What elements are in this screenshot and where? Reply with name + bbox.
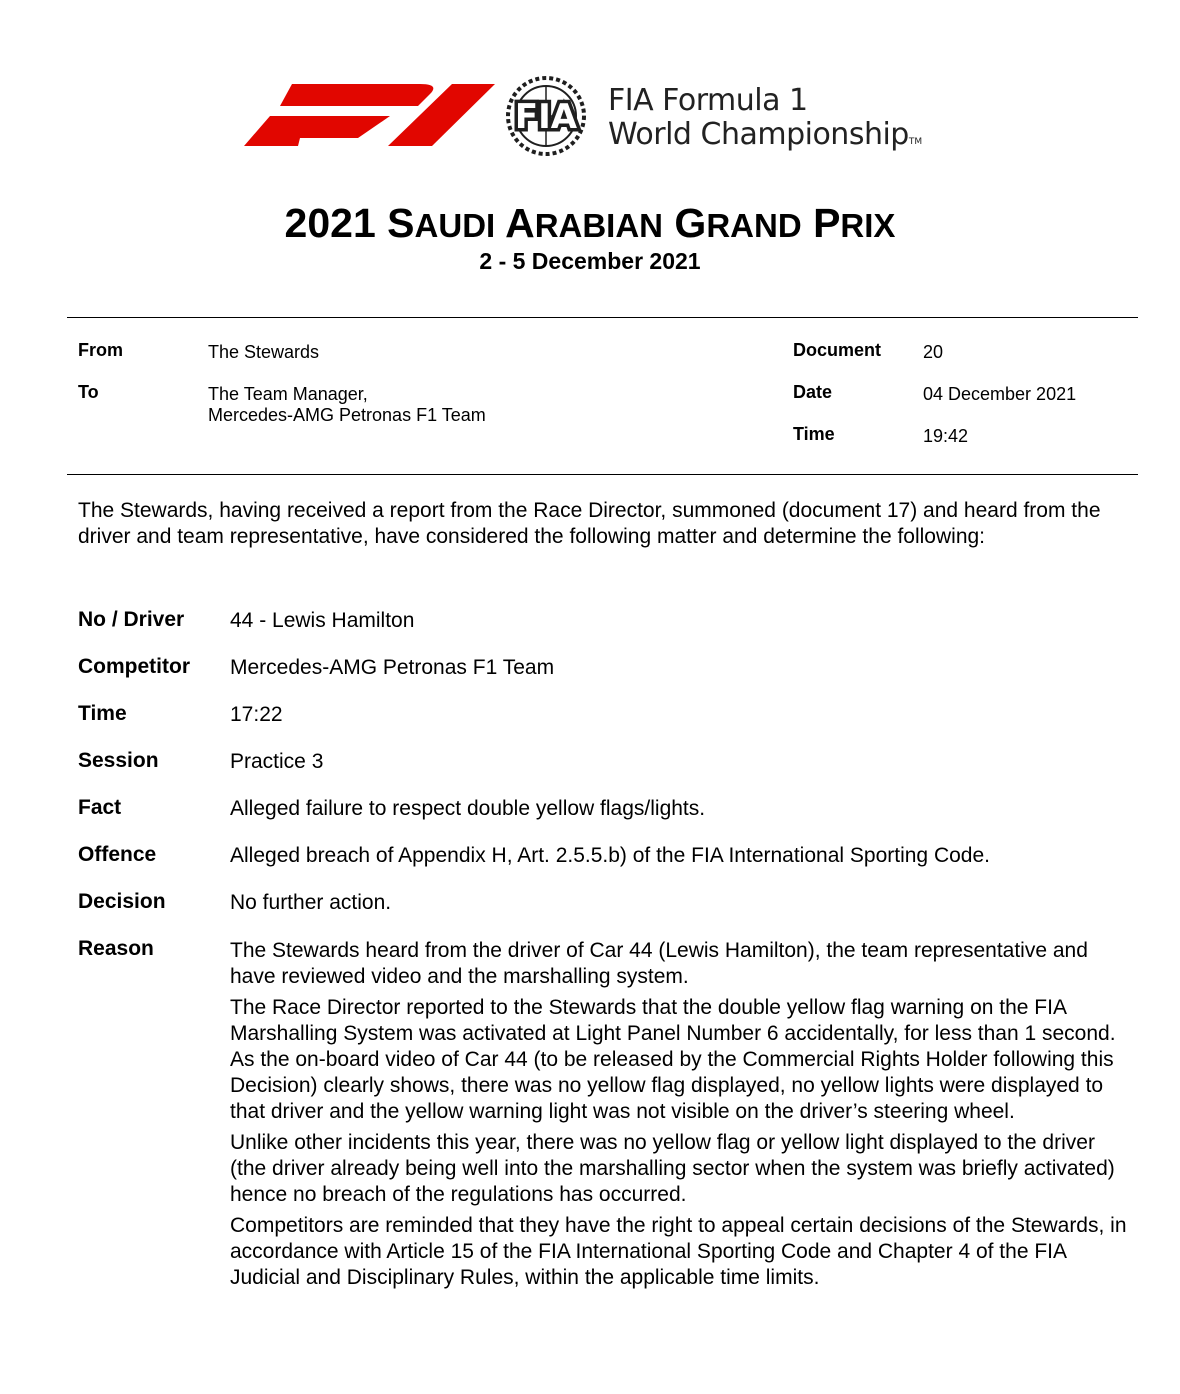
- event-dates: 2 - 5 December 2021: [479, 248, 701, 274]
- decision-value: No further action.: [230, 891, 392, 914]
- championship-logo: [240, 76, 1000, 156]
- reason-paragraph: Competitors are reminded that they have the right to appeal certain decisions of the Stewards, in accordance with Article 15 of the FIA International Sporting Code and Chapter 4 of the FIA Judicial and Disciplinary Rules, within the applicable time limits.: [230, 1214, 1127, 1289]
- driver-value: 44 - Lewis Hamilton: [230, 609, 415, 632]
- reason-paragraph: The Stewards heard from the driver of Car 44 (Lewis Hamilton), the team representative and have reviewed video and the marshalling system.: [230, 939, 1088, 988]
- session-value: Practice 3: [230, 750, 324, 773]
- reason-paragraph: The Race Director reported to the Stewards that the double yellow flag warning on the FIA Marshalling System was activated at Light Panel Number 6 accidentally, for less than 1 second. As the on-board video of Car 44 (to be released by the Commercial Rights Holder following this Decision) clearly shows, there was no yellow flag displayed, no yellow lights were displayed to that driver and the yellow warning light was not visible on the driver’s steering wheel.: [230, 996, 1116, 1123]
- incident-time-value: 17:22: [230, 703, 283, 726]
- competitor-value: Mercedes-AMG Petronas F1 Team: [230, 656, 555, 679]
- document-title: 2021 SAUDI ARABIAN GRAND PRIX: [284, 200, 896, 246]
- from-label: From: [78, 340, 123, 360]
- divider-top: [67, 317, 1138, 318]
- time-label: Time: [793, 424, 835, 444]
- reason-text: [230, 938, 1130, 1296]
- trademark-mark: TM: [908, 137, 923, 147]
- fact-value: Alleged failure to respect double yellow flags/lights.: [230, 797, 706, 820]
- offence-value: Alleged breach of Appendix H, Art. 2.5.5.b) of the FIA International Sporting Code.: [230, 844, 990, 867]
- f1-mark-mid: [244, 116, 390, 146]
- session-label: Session: [78, 749, 159, 772]
- incident-time-label: Time: [78, 702, 127, 725]
- date-value: 04 December 2021: [923, 384, 1077, 404]
- document-value: 20: [923, 342, 944, 362]
- decision-label: Decision: [78, 890, 166, 913]
- driver-label: No / Driver: [78, 608, 185, 631]
- to-value-line1: The Team Manager,: [208, 384, 368, 404]
- intro-paragraph: The Stewards, having received a report from the Race Director, summoned (document 17) and heard from the driver and team representative, have considered the following matter and determine the following:: [78, 499, 1101, 548]
- date-label: Date: [793, 382, 833, 402]
- to-label: To: [78, 382, 99, 402]
- divider-bottom: [67, 474, 1138, 475]
- logo-line-2: World Championship: [608, 117, 909, 152]
- to-value-line2: Mercedes-AMG Petronas F1 Team: [208, 405, 486, 425]
- logo-wordmark: [608, 84, 922, 159]
- f1-fia-logo-icon: [240, 76, 610, 156]
- fact-label: Fact: [78, 796, 122, 819]
- document-label: Document: [793, 340, 882, 360]
- reason-label: Reason: [78, 937, 154, 960]
- fia-badge-text: FIA: [514, 97, 578, 137]
- from-value: The Stewards: [208, 342, 320, 362]
- f1-mark-top: [280, 84, 433, 106]
- competitor-label: Competitor: [78, 655, 190, 678]
- time-value: 19:42: [923, 426, 969, 446]
- logo-line-1: FIA Formula 1: [608, 83, 808, 118]
- reason-paragraph: Unlike other incidents this year, there was no yellow flag or yellow light displayed to the driver (the driver already being well into the marshalling sector when the system was briefly activated) hence no breach of the regulations has occurred.: [230, 1131, 1115, 1206]
- offence-label: Offence: [78, 843, 157, 866]
